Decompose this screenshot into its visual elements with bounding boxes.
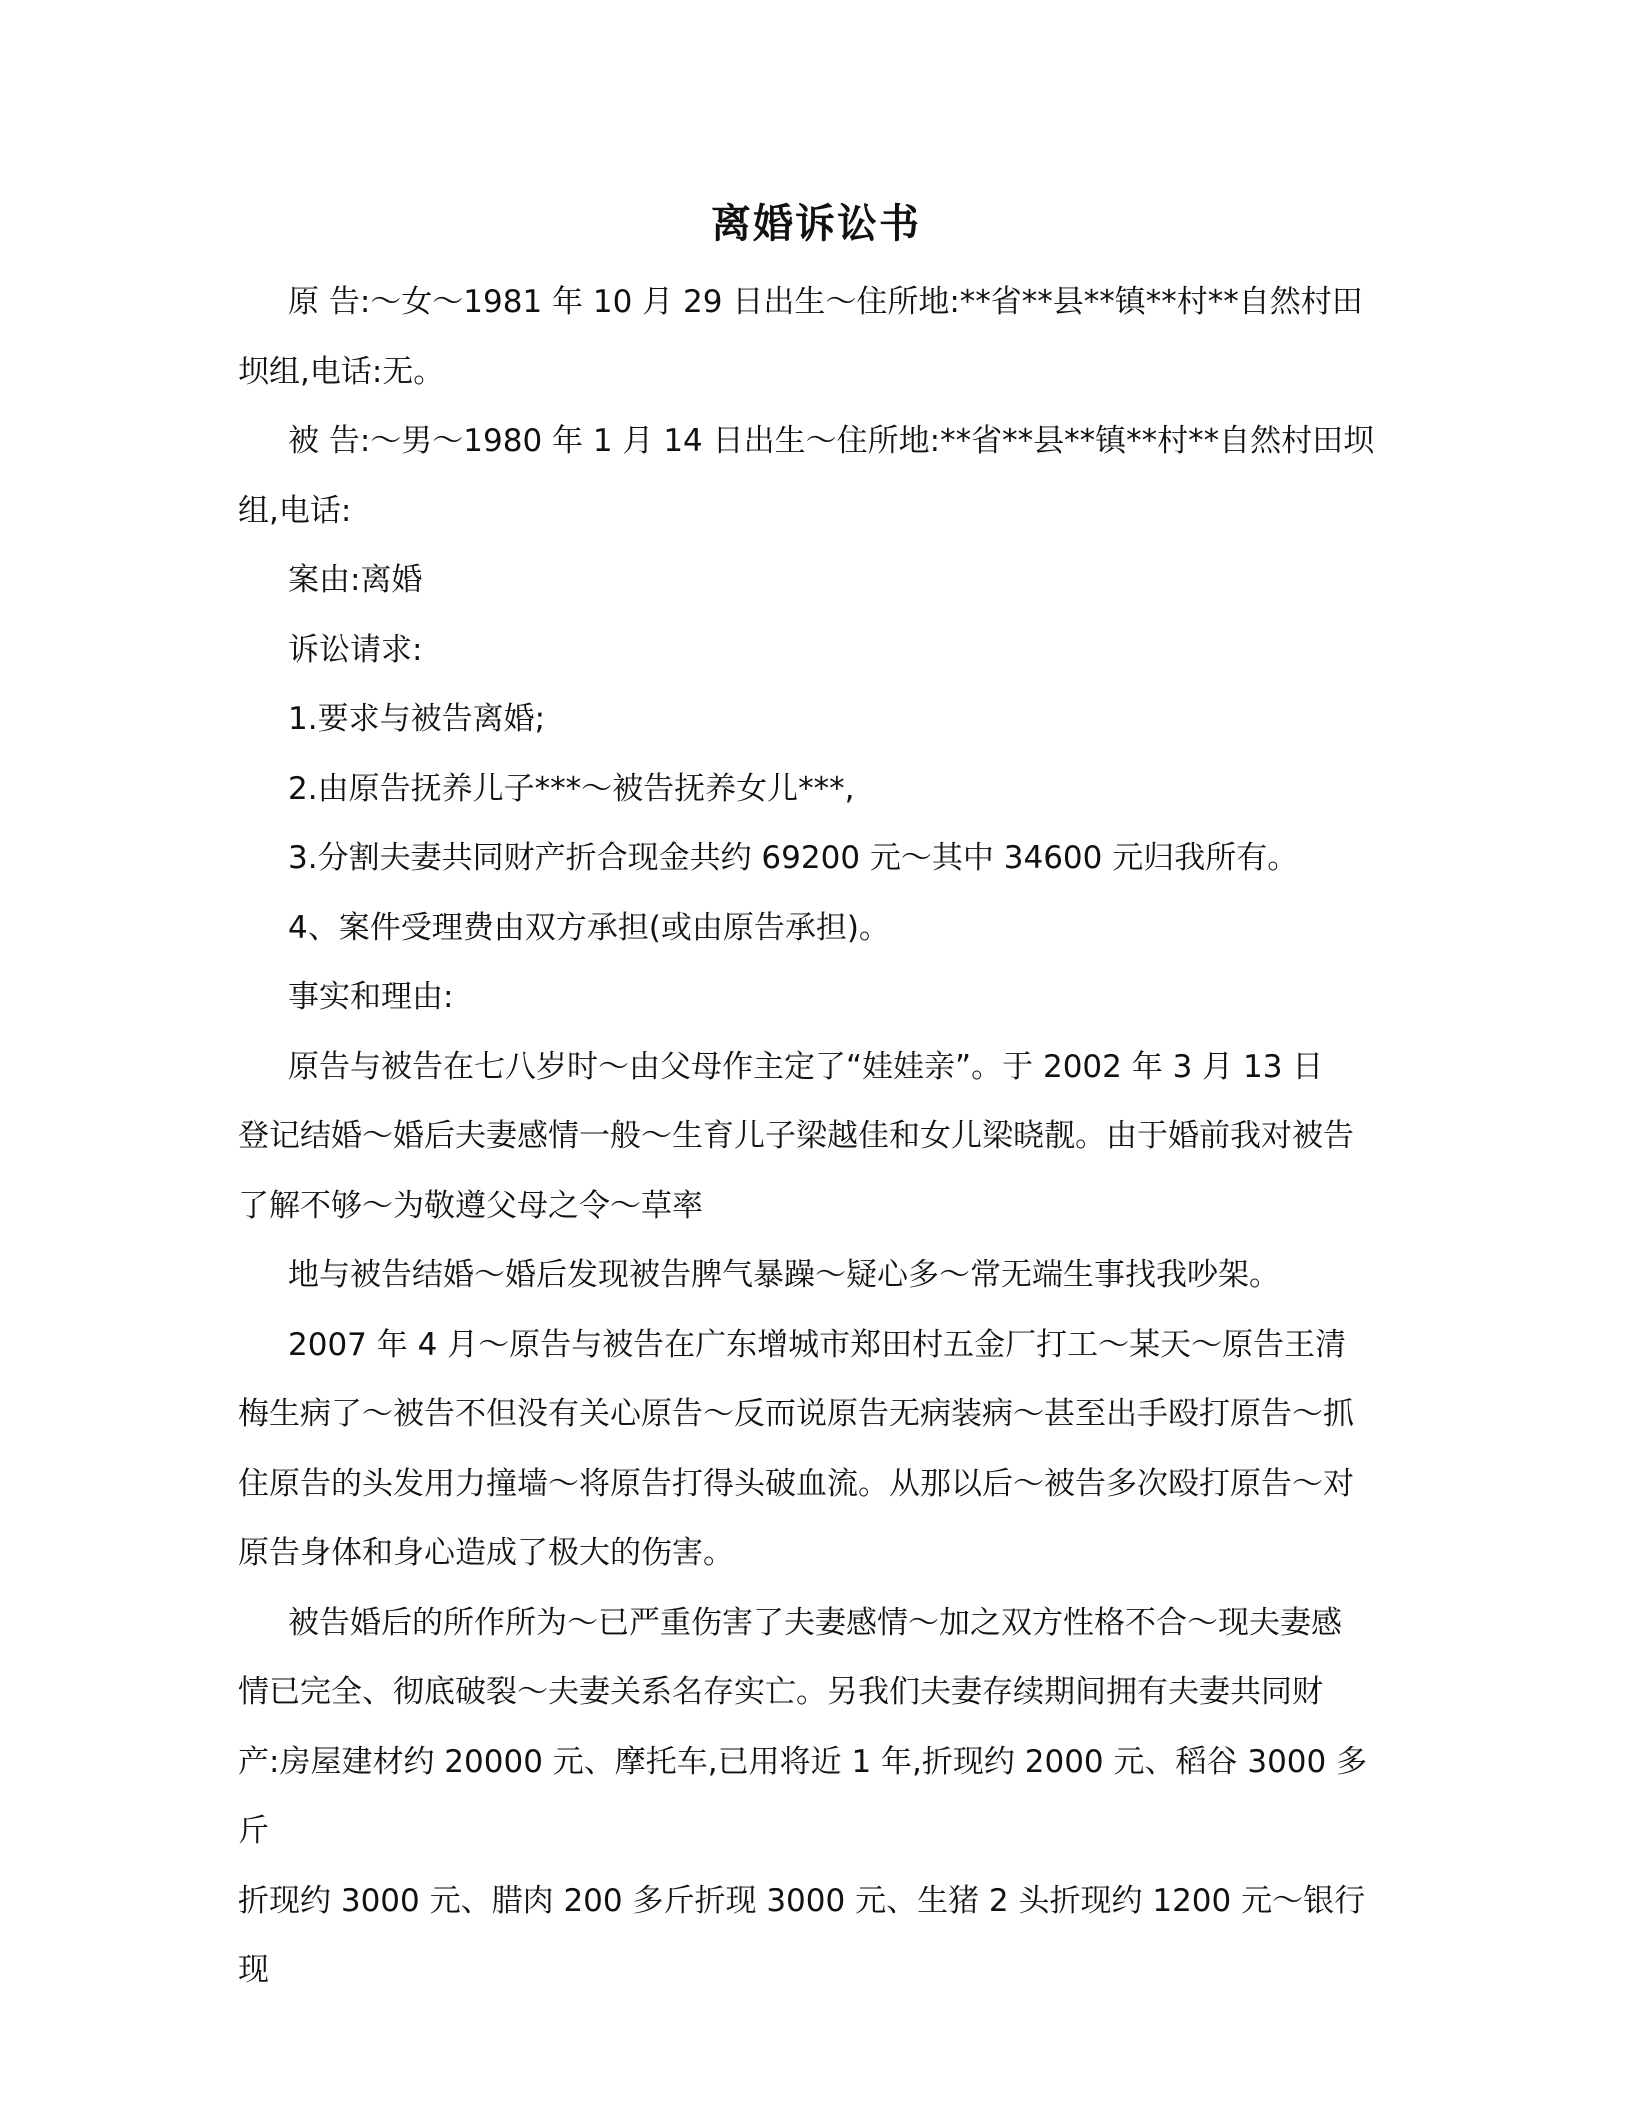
paragraph-claim-2: 2.由原告抚养儿子***～被告抚养女儿***, <box>288 770 855 807</box>
paragraph-case-cause: 案由:离婚 <box>288 562 423 598</box>
paragraph-plaintiff: 原 告:～女～1981 年 10 月 29 日出生～住所地:**省**县**镇**村**自然村田 坝组,电话:无。 <box>238 284 1363 390</box>
paragraph-defendant: 被 告:～男～1980 年 1 月 14 日出生～住所地:**省**县**镇**村**自然村田坝 组,电话: <box>238 423 1375 529</box>
document-title: 离婚诉讼书 <box>711 201 921 247</box>
paragraph-facts-4: 被告婚后的所作所为～已严重伤害了夫妻感情～加之双方性格不合～现夫妻感 情已完全、彻底破裂～夫妻关系名存实亡。另我们夫妻存续期间拥有夫妻共同财 产:房屋建材约 20000 元、摩托车,已用将近 1 年,折现约 2000 元、稻谷 3000 多斤 折现约 3000 元、腊肉 200 多斤折现 3000 元、生猪 2 头折现约 1200 元～银行现 <box>238 1604 1368 1988</box>
paragraph-claims-heading: 诉讼请求: <box>288 631 423 668</box>
document-body <box>238 268 1388 2006</box>
paragraph-claim-4: 4、案件受理费由双方承担(或由原告承担)。 <box>288 909 890 946</box>
paragraph-facts-heading: 事实和理由: <box>288 979 454 1015</box>
paragraph-facts-1: 原告与被告在七八岁时～由父母作主定了“娃娃亲”。于 2002 年 3 月 13 日 登记结婚～婚后夫妻感情一般～生育儿子梁越佳和女儿梁晓靓。由于婚前我对被告 了解不够～为敬遵父母之令～草率 <box>238 1048 1354 1224</box>
paragraph-facts-3: 2007 年 4 月～原告与被告在广东增城市郑田村五金厂打工～某天～原告王清 梅生病了～被告不但没有关心原告～反而说原告无病装病～甚至出手殴打原告～抓 住原告的头发用力撞墙～将原告打得头破血流。从那以后～被告多次殴打原告～对 原告身体和身心造成了极大的伤害。 <box>238 1326 1354 1571</box>
paragraph-claim-1: 1.要求与被告离婚; <box>288 701 546 737</box>
paragraph-claim-3: 3.分割夫妻共同财产折合现金共约 69200 元～其中 34600 元归我所有。 <box>288 840 1299 876</box>
paragraph-facts-2: 地与被告结婚～婚后发现被告脾气暴躁～疑心多～常无端生事找我吵架。 <box>288 1257 1280 1293</box>
